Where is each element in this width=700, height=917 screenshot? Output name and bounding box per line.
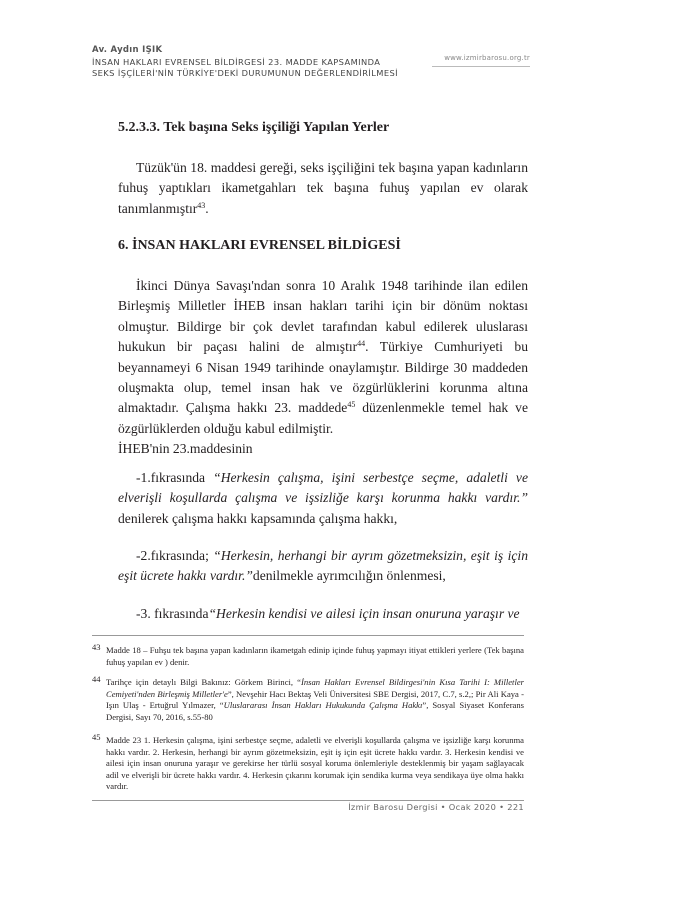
footnote-number: 45 [92,732,101,742]
quote: “Herkesin kendisi ve ailesi için insan onuruna yaraşır ve [208,606,520,621]
article-item-2: -2.fıkrasında; “Herkesin, herhangi bir ayrım gözetmeksizin, eşit iş için eşit ücrete hakkı vardır.”denilmekle ayrımcılığın önlenmesi, [118,548,528,584]
footnote-ref: 44 [357,339,366,349]
footnote-text: Madde 23 1. Herkesin çalışma, işini serbestçe seçme, adaletli ve elverişli koşullarda çalışma ve işsizliğe karşı korunma hakkı vardır. 2. Herkesin, herhangi bir ayrım gözetmeksizin, eşit iş için eşit ücrete hakkı vardır. 3. Herkesin kendisi ve ailesi için insan onuruna yaraşır ve gerekirse her türlü sosyal koruma önlemleriyle desteklenmiş bir yaşam sağlayacak adil ve elverişli bir ücrete hakkı vardır. 4. Herkesin çıkarını korumak için sendika kurma veya sendikaya üye olma hakkı vardır. [106,735,524,791]
article-item-3: -3. fıkrasında“Herkesin kendisi ve ailesi için insan onuruna yaraşır ve [136,606,520,621]
section2-body [118,276,528,460]
paragraph: İkinci Dünya Savaşı'ndan sonra 10 Aralık 1948 tarihinde ilan edilen Birleşmiş Milletler İHEB insan hakları tarihi için bir dönüm noktası olmuştur. Bildirge bir çok devlet tarafından kabul edilerek uluslarası hukukun bir paçası halini de almıştır$^{44}$. Türkiye Cumhuriyeti bu beyannameyi 6 Nisan 1949 tarihinde onaylamıştır. Bildirge 30 maddeden oluşmakta olup, temel insan hak ve özgürlüklerini korunma altına almaktadır. Çalışma hakkı 23. maddede$^{45}$ düzenlenmekle temel hak ve özgürlüklerden olduğu kabul edilmiştir. [118,278,528,436]
section-heading-6: 6. İNSAN HAKLARI EVRENSEL BİLDİGESİ [118,238,401,253]
footer-rule [92,800,524,801]
footer-journal-page: İzmir Barosu Dergisi • Ocak 2020 • 221 [348,802,524,812]
footnote-number: 43 [92,642,101,652]
paragraph: İHEB'nin 23.maddesinin [118,441,253,457]
header-title-line2: SEKS İŞÇİLERİ'NİN TÜRKİYE'DEKİ DURUMUNUN DEĞERLENDİRİLMESİ [92,68,398,78]
footnote-text: Tarihçe için detaylı Bilgi Bakınız: Görkem Birinci, “İnsan Hakları Evrensel Bildirgesi'nin Kısa Tarihi I: Milletler Cemiyeti'nden Birleşmiş Milletler'e”, Nevşehir Hacı Bektaş Veli Üniversitesi SBE Dergisi, 2017, C.7, s.2,; Pir Ali Kaya - Işın Ulaş - Ertuğrul Yılmazer, “Uluslararası İnsan Hakları Hukukunda Çalışma Hakkı”, Sosyal Siyaset Konferans Dergisi, Sayı 70, 2016, s.55-80 [106,677,525,722]
section1-body [118,158,528,219]
section-heading-5-2-3-3: 5.2.3.3. Tek başına Seks işçiliği Yapılan Yerler [118,120,390,135]
quote: “Herkesin, herhangi bir ayrım gözetmeksizin, eşit iş için eşit ücrete hakkı vardır.” [118,548,528,584]
quote: “Herkesin çalışma, işini serbestçe seçme, adaletli ve elverişli koşullarda çalışma ve işsizliğe karşı korunma hakkı vardır.” [118,470,528,506]
footnote-45 [92,732,524,793]
footnote-text: Madde 18 – Fuhşu tek başına yapan kadınların ikametgah edinip içinde fuhuş yapmayı itiyat ettikleri yerlere (Tek başına fuhuş yapılan ev ) denir. [106,645,524,667]
header-rule [432,66,530,67]
header-url: www.izmirbarosu.org.tr [444,54,530,62]
header-author: Av. Aydın IŞIK [92,45,163,55]
footnote-ref: 43 [197,200,206,210]
footnote-44 [92,674,525,723]
article-item-1: -1.fıkrasında “Herkesin çalışma, işini serbestçe seçme, adaletli ve elverişli koşullarda çalışma ve işsizliğe karşı korunma hakkı vardır.” denilerek çalışma hakkı kapsamında çalışma hakkı, [118,470,528,526]
footnote-43 [92,642,524,668]
footnote-rule [92,635,524,636]
paragraph: Tüzük'ün 18. maddesi gereği, seks işçiliğini tek başına yapan kadınların fuhuş yaptıkları ikametgahları tek başına fuhuş yapılan ev olarak tanımlanmıştır$^{43}$. [118,160,528,216]
running-header [92,45,530,79]
footnote-ref: 45 [347,400,356,410]
footnote-number: 44 [92,674,101,684]
header-title-line1: İNSAN HAKLARI EVRENSEL BİLDİRGESİ 23. MADDE KAPSAMINDA [92,57,381,67]
